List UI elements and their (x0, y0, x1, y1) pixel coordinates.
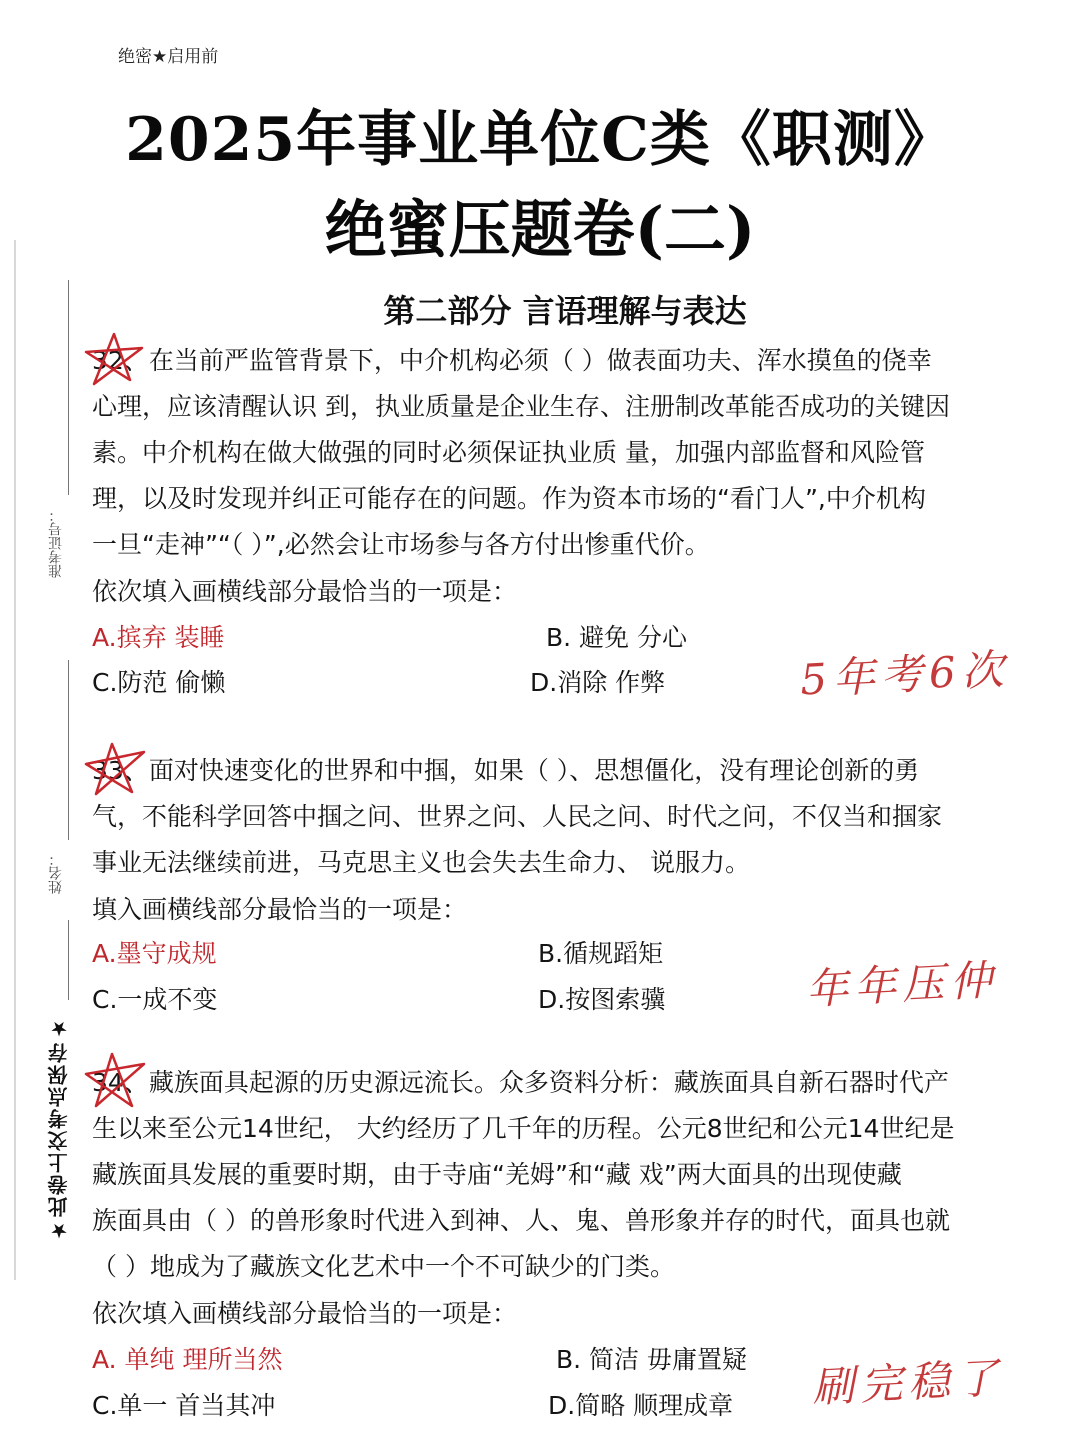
question-number: 34、 (92, 1068, 149, 1097)
option-c: C.防范 偷懒 (92, 668, 226, 697)
question-text-line: 事业无法继续前进，马克思主义也会失去生命力、 说服力。 (92, 848, 750, 877)
option-a: A. 单纯 理所当然 (92, 1345, 283, 1374)
handwritten-note: 年年压仲 (804, 955, 1000, 1014)
question-text-line: 藏族面具发展的重要时期，由于寺庙“羌姆”和“藏 戏”两大面具的出现使藏 (92, 1160, 902, 1189)
option-d: D.消除 作弊 (530, 668, 666, 697)
exam-title: 2025年事业单位C类《职测》 (125, 105, 955, 175)
option-b: B. 简洁 毋庸置疑 (556, 1345, 747, 1374)
question-32 (92, 338, 1054, 568)
question-prompt: 填入画横线部分最恰当的一项是： (92, 895, 468, 924)
margin-rule (68, 280, 69, 495)
question-number: 33、 (92, 756, 149, 785)
option-d: D.简略 顺理成章 (548, 1391, 734, 1420)
name-label: 姓名： (48, 852, 64, 894)
question-text-line: 生以来至公元14世纪， 大约经历了几千年的历程。公元8世纪和公元14世纪是 (92, 1114, 955, 1143)
question-text-line: 34、藏族面具起源的历史源远流长。众多资料分析：藏族面具自新石器时代产 (92, 1068, 949, 1097)
question-33 (92, 748, 1054, 886)
question-text-line: 族面具由（ ）的兽形象时代进入到神、人、鬼、兽形象并存的时代，面具也就 (92, 1206, 950, 1235)
option-c: C.单一 首当其冲 (92, 1391, 276, 1420)
question-text-line: 33、面对快速变化的世界和中掴，如果（ ）、思想僵化，没有理论创新的勇 (92, 756, 920, 785)
keep-notice: ★此卷上交考点保存★ (47, 1015, 71, 1243)
question-text-line: 气，不能科学回答中掴之问、世界之问、人民之问、时代之问，不仅当和掴家 (92, 802, 943, 831)
star-mark-icon (80, 1050, 150, 1110)
section-heading: 第二部分 言语理解与表达 (383, 292, 747, 330)
question-34 (92, 1060, 1054, 1290)
binding-edge (14, 240, 16, 1280)
question-text-line: 心理，应该清醒认识 到，执业质量是企业生存、注册制改革能否成功的关键因 (92, 392, 950, 421)
option-b: B.循规蹈矩 (538, 939, 664, 968)
margin-rule (68, 660, 69, 840)
option-a: A.摈弃 装睡 (92, 623, 225, 652)
option-c: C.一成不变 (92, 985, 218, 1014)
star-mark-icon (80, 330, 150, 390)
question-number: 32、 (92, 346, 149, 375)
question-prompt: 依次填入画横线部分最恰当的一项是： (92, 1299, 518, 1328)
exam-id-label: 准考证号： (48, 508, 64, 578)
handwritten-note: 5年考6次 (798, 644, 1011, 705)
question-text-line: 32、在当前严监管背景下，中介机构必须（ ）做表面功夫、浑水摸鱼的侥幸 (92, 346, 932, 375)
star-mark-icon (80, 738, 150, 798)
margin-rule (68, 920, 69, 1000)
question-text-line: 理，以及时发现并纠正可能存在的问题。作为资本市场的“看门人”,中介机构 (92, 484, 926, 513)
option-d: D.按图索骥 (538, 985, 666, 1014)
option-b: B. 避免 分心 (546, 623, 687, 652)
question-text-line: 素。中介机构在做大做强的同时必须保证执业质 量，加强内部监督和风险管 (92, 438, 925, 467)
question-prompt: 依次填入画横线部分最恰当的一项是： (92, 577, 518, 606)
confidential-label: 绝密★启用前 (118, 47, 219, 67)
option-a: A.墨守成规 (92, 939, 217, 968)
exam-subtitle: 绝蜜压题卷(二) (324, 193, 756, 266)
question-text-line: （ ）地成为了藏族文化艺术中一个不可缺少的门类。 (92, 1252, 675, 1281)
question-text-line: 一旦“走神”“（ ）”,必然会让市场参与各方付出惨重代价。 (92, 530, 710, 559)
handwritten-note: 刷完稳了 (810, 1353, 1006, 1412)
